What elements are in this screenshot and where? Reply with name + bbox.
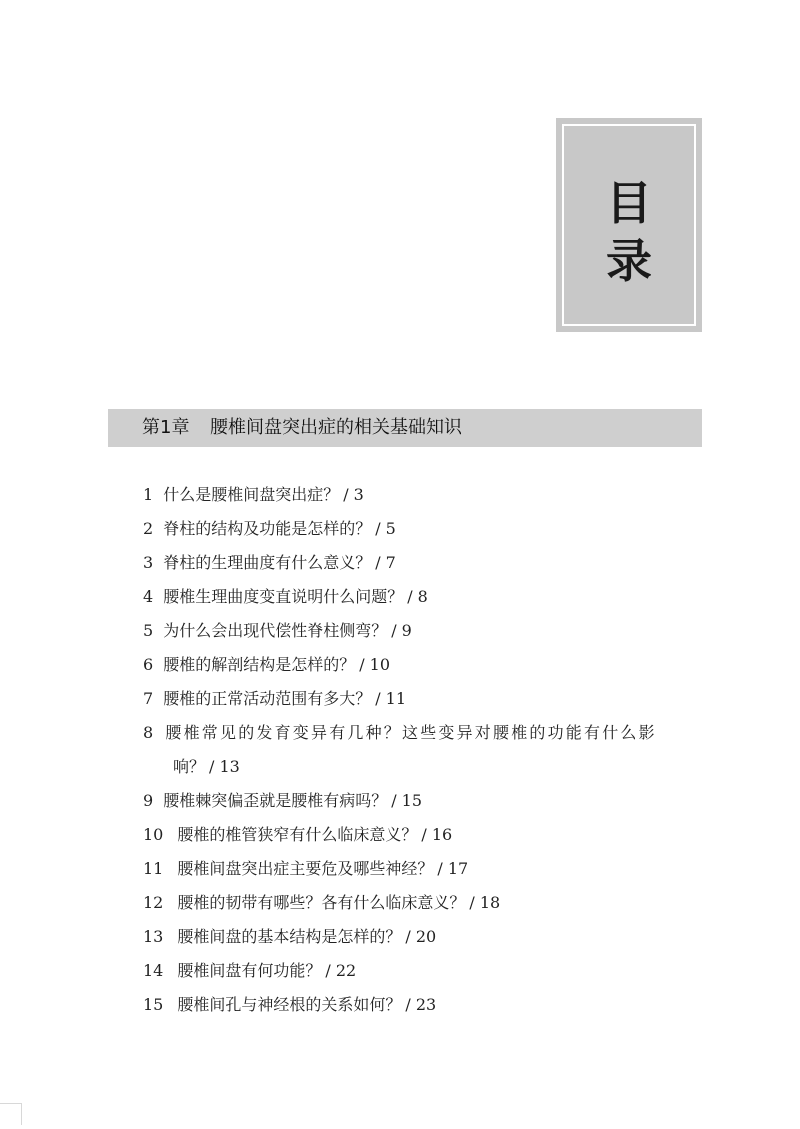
- toc-entry-title-continued: 响？: [173, 757, 206, 776]
- toc-entry-number: 8: [143, 723, 156, 742]
- toc-title-char-2: 录: [606, 234, 652, 288]
- page-corner-mark: [0, 1103, 22, 1125]
- toc-entry-number: 12: [143, 893, 164, 912]
- toc-title-frame: [562, 124, 696, 326]
- toc-entry-page: / 16: [421, 825, 453, 844]
- toc-entry-title: 腰椎的椎管狭窄有什么临床意义？: [177, 825, 418, 844]
- toc-entry-title: 脊柱的结构及功能是怎样的？: [163, 519, 372, 538]
- toc-entry[interactable]: [143, 954, 703, 988]
- toc-entry-number: 11: [143, 859, 164, 878]
- toc-entry[interactable]: [143, 886, 703, 920]
- toc-entry[interactable]: [143, 512, 703, 546]
- toc-entry-page: / 3: [343, 485, 364, 504]
- toc-entry-page: / 15: [391, 791, 423, 810]
- toc-entry-page: / 8: [407, 587, 428, 606]
- toc-entry-number: 15: [143, 995, 164, 1014]
- toc-entry[interactable]: [143, 614, 703, 648]
- toc-entry[interactable]: [143, 852, 703, 886]
- toc-title-box: [556, 118, 702, 332]
- toc-entry-title: 腰椎生理曲度变直说明什么问题？: [163, 587, 404, 606]
- toc-entry-page: / 13: [209, 757, 240, 776]
- toc-entry-title: 腰椎常见的发育变异有几种？这些变异对腰椎的功能有什么影: [165, 723, 657, 742]
- toc-entry-number: 7: [143, 689, 154, 708]
- chapter-number: 第1章: [142, 417, 190, 438]
- toc-entry[interactable]: [143, 784, 703, 818]
- toc-entry-page: / 9: [391, 621, 412, 640]
- toc-entry[interactable]: [143, 648, 703, 682]
- toc-entry-title: 腰椎的韧带有哪些？各有什么临床意义？: [177, 893, 466, 912]
- toc-entry-number: 13: [143, 927, 164, 946]
- toc-entry-page: / 17: [437, 859, 469, 878]
- toc-entry-number: 9: [143, 791, 154, 810]
- toc-entry-title: 脊柱的生理曲度有什么意义？: [163, 553, 372, 572]
- toc-entry-title: 腰椎间盘有何功能？: [177, 961, 322, 980]
- toc-entry-number: 14: [143, 961, 164, 980]
- toc-entry-page: / 7: [375, 553, 396, 572]
- toc-entry[interactable]: [143, 580, 703, 614]
- toc-entry-title: 腰椎间盘的基本结构是怎样的？: [177, 927, 402, 946]
- toc-entry[interactable]: [143, 546, 703, 580]
- toc-entry-title: 腰椎的正常活动范围有多大？: [163, 689, 372, 708]
- toc-entry[interactable]: [143, 682, 703, 716]
- toc-entry-page: / 23: [405, 995, 437, 1014]
- toc-entry[interactable]: [143, 988, 703, 1022]
- toc-entry-page: / 18: [469, 893, 501, 912]
- toc-entry-title: 腰椎间盘突出症主要危及哪些神经？: [177, 859, 434, 878]
- toc-entry-line-1: [143, 716, 703, 750]
- toc-entry-page: / 20: [405, 927, 437, 946]
- toc-entry-number: 10: [143, 825, 164, 844]
- toc-entry-page: / 22: [325, 961, 357, 980]
- toc-entry-number: 6: [143, 655, 154, 674]
- toc-entry-page: / 11: [375, 689, 407, 708]
- toc-entry-title: 什么是腰椎间盘突出症？: [163, 485, 340, 504]
- toc-entry-title: 腰椎的解剖结构是怎样的？: [163, 655, 356, 674]
- chapter-title: 腰椎间盘突出症的相关基础知识: [210, 417, 462, 438]
- toc-entry[interactable]: [143, 920, 703, 954]
- toc-entry[interactable]: [143, 716, 703, 784]
- toc-entry-title: 腰椎间孔与神经根的关系如何？: [177, 995, 402, 1014]
- toc-entry-line-2: [143, 750, 703, 784]
- toc-entry-page: / 5: [375, 519, 396, 538]
- toc-entry[interactable]: [143, 478, 703, 512]
- toc-entry-title: 为什么会出现代偿性脊柱侧弯？: [163, 621, 388, 640]
- toc-entry-number: 4: [143, 587, 154, 606]
- toc-title-char-1: 目: [606, 176, 652, 230]
- toc-entry-number: 3: [143, 553, 154, 572]
- toc-entry[interactable]: [143, 818, 703, 852]
- toc-entry-page: / 10: [359, 655, 391, 674]
- toc-entry-number: 1: [143, 485, 154, 504]
- toc-list: [143, 478, 703, 1022]
- toc-entry-number: 2: [143, 519, 154, 538]
- toc-entry-number: 5: [143, 621, 154, 640]
- toc-entry-title: 腰椎棘突偏歪就是腰椎有病吗？: [163, 791, 388, 810]
- chapter-heading-bar: [108, 409, 702, 447]
